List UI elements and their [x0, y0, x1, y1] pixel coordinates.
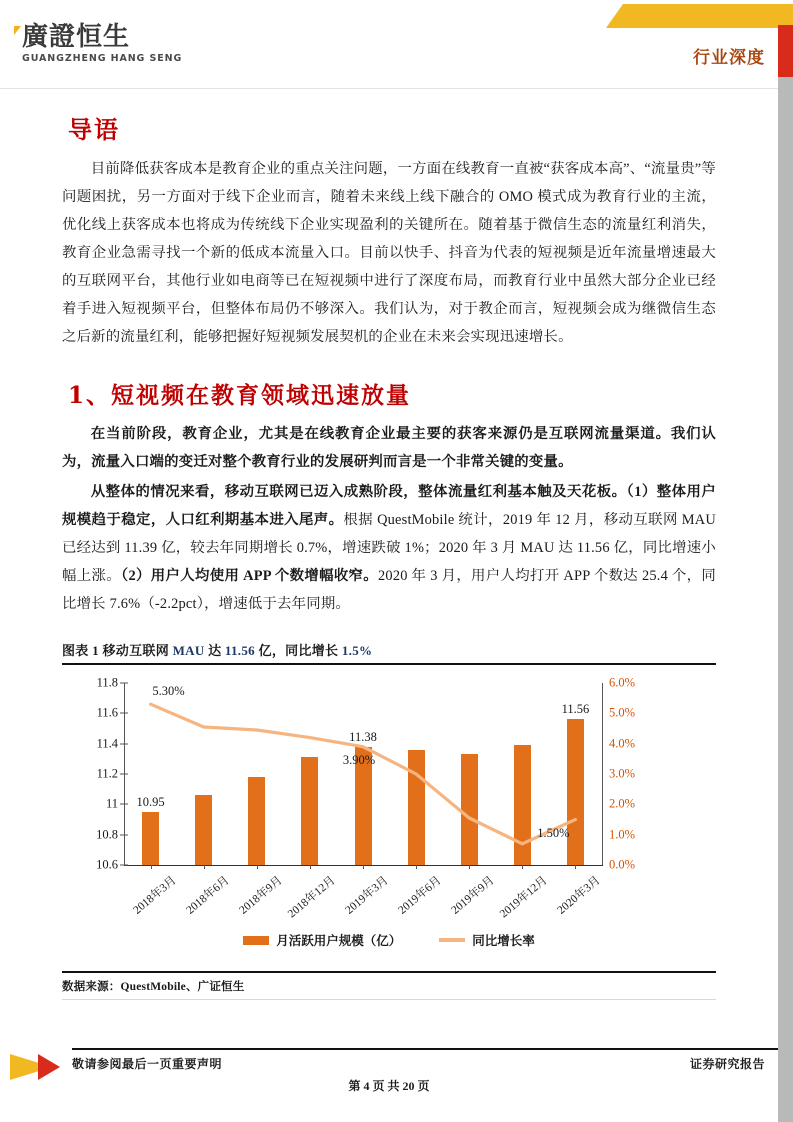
- y2-axis-tick-label: 3.0%: [609, 766, 636, 781]
- legend-label-bars: 月活跃用户规模（亿）: [276, 934, 402, 948]
- section-1-paragraph-1: 在当前阶段，教育企业，尤其是在线教育企业最主要的获客来源仍是互联网流量渠道。我们认为，流量入口端的变迁对整个教育行业的发展研判而言是一个非常关键的变量。: [62, 426, 716, 470]
- footer-disclaimer: 敬请参阅最后一页重要声明: [72, 1057, 223, 1071]
- chart-plot-area: [96, 675, 636, 872]
- legend-label-line: 同比增长率: [472, 934, 535, 948]
- section-1-heading: 1、短视频在教育领域迅速放量: [68, 382, 412, 409]
- figure-source-rule: [62, 999, 716, 1000]
- para2-bold-a: 从整体的情况来看，移动互联网已迈入成熟阶段，整体流量红利基本触及天花板。（1）整体用户规模趋于稳定，人口红利期基本进入尾声。: [62, 484, 716, 528]
- figure-caption-growth: 1.5%: [341, 643, 373, 658]
- logo-chinese-name: 廣證恒生: [22, 22, 131, 52]
- x-axis-tick-mark: [575, 865, 576, 869]
- bar-value-label: 11.38: [349, 729, 377, 744]
- x-axis-tick-mark: [363, 865, 364, 869]
- legend-item-bars: [243, 931, 401, 949]
- intro-heading: 导语: [68, 115, 120, 144]
- company-logo: [22, 24, 182, 64]
- x-axis-tick-mark: [310, 865, 311, 869]
- x-axis-tick-label: 2020年3月: [555, 874, 604, 917]
- line-value-label: 5.30%: [152, 684, 185, 699]
- para2-plain-a: 根据 QuestMobile 统计，2019 年 12 月，移动互联网 MAU 已经达到 11.39 亿，较去年同期增长 0.7%，增速跌破 1%；2020 年 3 月 MAU 达 11.56 亿，同比增速小幅上涨。: [62, 512, 716, 584]
- report-type-tag: 行业深度: [693, 48, 765, 68]
- x-axis-tick-label: 2018年9月: [237, 874, 285, 917]
- x-axis-tick-mark: [151, 865, 152, 869]
- figure-caption-prefix: 图表 1 移动互联网: [62, 643, 173, 658]
- legend-item-line: [439, 931, 535, 949]
- figure-caption-mid: 达: [204, 643, 225, 658]
- chart-right-axis: [602, 683, 603, 865]
- x-axis-tick-mark: [469, 865, 470, 869]
- x-axis-tick-label: 2019年6月: [396, 874, 444, 917]
- y2-axis-tick-label: 0.0%: [609, 857, 636, 872]
- footer-divider: [72, 1048, 778, 1050]
- para2-bold-b: （2）用户人均使用 APP 个数增幅收窄。: [120, 568, 379, 584]
- right-edge-red-bar: [778, 25, 793, 77]
- figure-bottom-rule: [62, 971, 716, 973]
- chart-legend: [62, 931, 716, 949]
- y2-axis-tick-label: 2.0%: [609, 796, 636, 811]
- figure-caption: [62, 640, 778, 659]
- growth-rate-line: [124, 683, 602, 865]
- x-axis-tick-label: 2019年12月: [498, 874, 550, 921]
- logo-spark-icon: [14, 26, 21, 35]
- page-header: [0, 0, 793, 88]
- y-axis-tick-label: 11: [105, 796, 118, 811]
- logo-english-name: GUANGZHENG HANG SENG: [22, 53, 183, 65]
- y2-axis-tick-label: 1.0%: [609, 827, 636, 842]
- y2-axis-tick-label: 4.0%: [609, 736, 636, 751]
- right-edge-gray-bar: [778, 77, 793, 1122]
- line-value-label: 3.90%: [342, 752, 376, 767]
- x-axis-tick-mark: [257, 865, 258, 869]
- x-axis-tick-label: 2018年3月: [130, 874, 179, 917]
- footer-report-type: 证券研究报告: [689, 1057, 765, 1071]
- x-axis-tick-label: 2018年12月: [285, 874, 338, 921]
- page-content: [0, 88, 778, 1000]
- figure-top-rule: [62, 663, 716, 665]
- y2-axis-tick-label: 5.0%: [609, 705, 636, 720]
- y-axis-tick-label: 10.6: [96, 857, 118, 872]
- mau-chart: [62, 669, 716, 969]
- footer-page-number: 第 4 页 共 20 页: [348, 1079, 430, 1093]
- para2-plain-b: 2020 年 3 月，用户人均打开 APP 个数达 25.4 个，同比增长 7.6%（-2.2pct），增速低于去年同期。: [62, 568, 716, 612]
- bar-value-label: 10.95: [136, 794, 165, 809]
- x-axis-tick-label: 2019年3月: [343, 874, 391, 917]
- x-axis-tick-label: 2018年6月: [183, 874, 232, 917]
- y-axis-tick-label: 11.2: [96, 766, 118, 781]
- figure-caption-value: 11.56: [224, 643, 255, 658]
- legend-line-swatch-icon: [439, 938, 465, 942]
- x-axis-tick-mark: [204, 865, 205, 869]
- figure-caption-mau: MAU: [172, 643, 205, 658]
- bar-value-label: 11.56: [561, 702, 590, 717]
- y-axis-tick-label: 11.8: [96, 675, 118, 690]
- legend-bar-swatch-icon: [243, 936, 269, 945]
- section-1-paragraph-2: [62, 478, 716, 618]
- header-yellow-ribbon: [623, 4, 793, 28]
- y-axis-tick-label: 11.4: [96, 736, 118, 751]
- figure-source: 数据来源：QuestMobile、广证恒生: [62, 981, 245, 993]
- line-value-label: 1.50%: [537, 825, 570, 840]
- intro-paragraph: 目前降低获客成本是教育企业的重点关注问题，一方面在线教育一直被“获客成本高”、“流量贵”等问题困扰，另一方面对于线下企业而言，随着未来线上线下融合的 OMO 模式成为教育行业的主流，优化线上获客成本也将成为传统线下企业实现盈利的关键所在。随着基于微信生态的流量红利消失，教育企业急需寻找一个新的低成本流量入口。目前以快手、抖音为代表的短视频是近年流量增速最大的互联网平台，其他行业如电商等已在短视频中进行了深度布局，而教育行业中虽然大部分企业已经着手进入短视频平台，但整体布局仍不够深入。我们认为，对于教企而言，短视频会成为继微信生态之后新的流量红利，能够把握好短视频发展契机的企业在未来会实现迅速增长。: [62, 161, 716, 345]
- x-axis-tick-mark: [522, 865, 523, 869]
- y-axis-tick-label: 10.8: [96, 827, 118, 842]
- y2-axis-tick-label: 6.0%: [609, 675, 636, 690]
- figure-caption-mid2: 亿，同比增长: [254, 643, 342, 658]
- y-axis-tick-label: 11.6: [96, 705, 118, 720]
- x-axis-tick-label: 2019年9月: [449, 874, 497, 917]
- x-axis-tick-mark: [416, 865, 417, 869]
